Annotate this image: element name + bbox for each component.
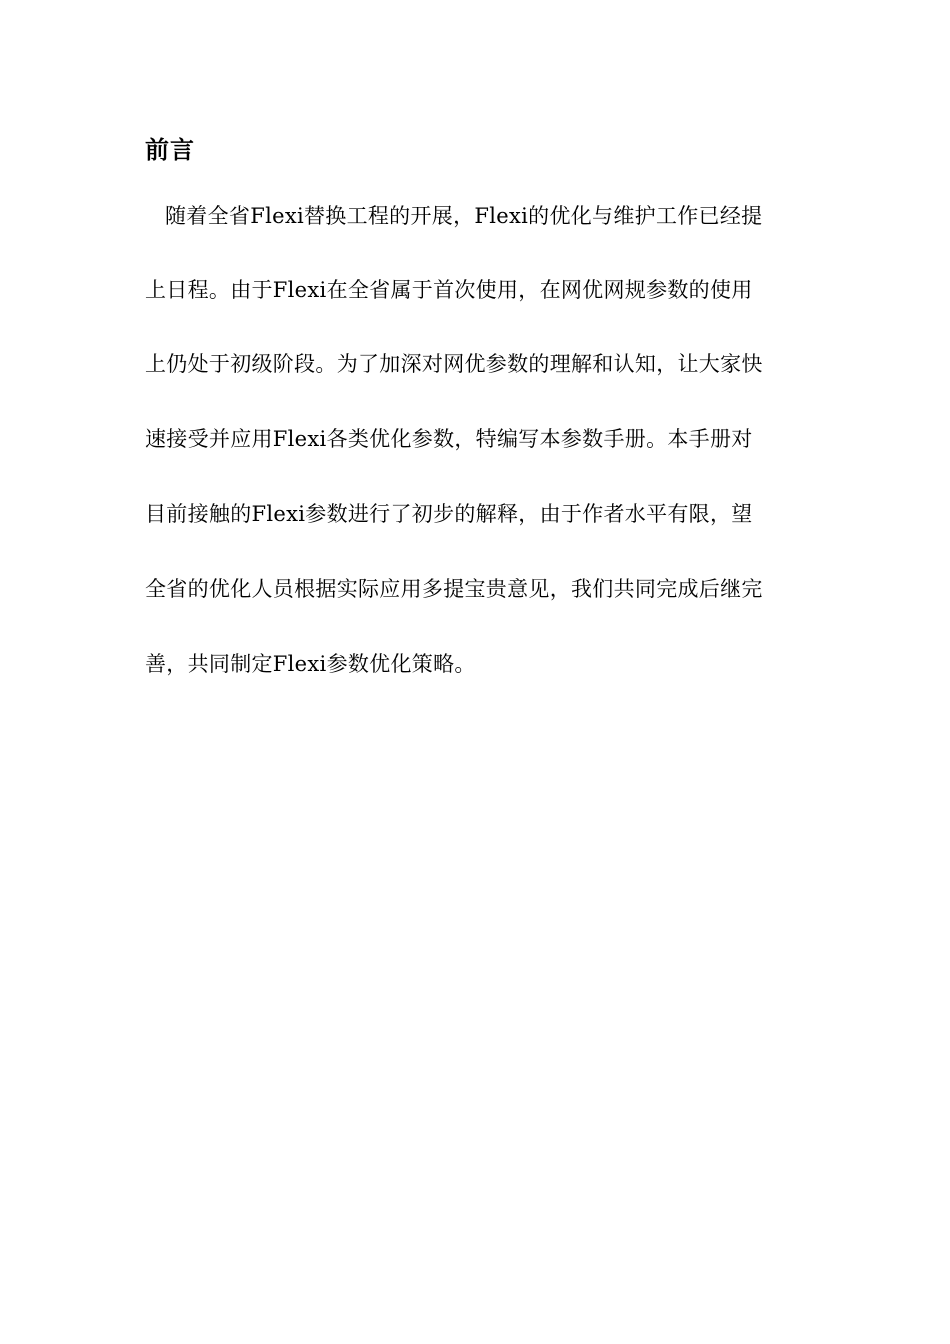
paragraph-line-2: 上日程。由于Flexi在全省属于首次使用，在网优网规参数的使用: [145, 278, 753, 302]
paragraph-line-6: 全省的优化人员根据实际应用多提宝贵意见，我们共同完成后继完: [145, 577, 763, 601]
paragraph-line-1: 随着全省Flexi替换工程的开展，Flexi的优化与维护工作已经提: [165, 204, 763, 228]
paragraph-line-7: 善，共同制定Flexi参数优化策略。: [145, 652, 476, 676]
page-title: 前言: [145, 135, 195, 164]
paragraph-line-5: 目前接触的Flexi参数进行了初步的解释，由于作者水平有限，望: [145, 502, 753, 526]
paragraph-line-3: 上仍处于初级阶段。为了加深对网优参数的理解和认知，让大家快: [145, 352, 763, 376]
paragraph-line-4: 速接受并应用Flexi各类优化参数，特编写本参数手册。本手册对: [145, 427, 753, 451]
